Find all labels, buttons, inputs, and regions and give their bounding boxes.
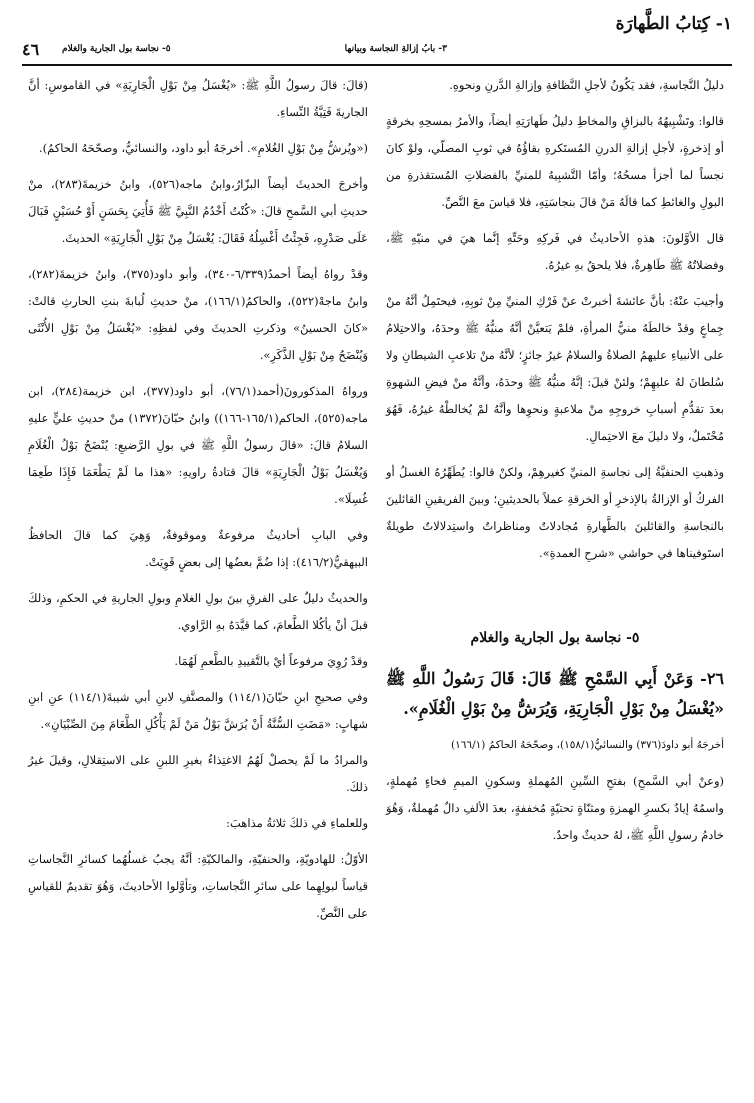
paragraph: ورواهُ المذكورونَ(أحمد(٧٦/١)، أبو داود(٣٧٧)، ابن خزيمة(٢٨٤)، ابن ماجه(٥٢٥)، الحاكم(١٦٥/١-١٦٦)) وابنُ حبّانَ(١٣٧٢) منْ حديثِ عليٍّ عليهِ السلامُ قالَ: «قالَ رسولُ اللَّهِ ﷺ في بولِ الرَّضيعِ: يُنْضَحُ بَوْلُ الْغُلَامِ وَيُغْسَلُ بَوْلُ الْجَارِيَةِ» قالَ قتادةُ راويهِ: «هذا ما لَمْ يَطْعَمَا فَإِذَا طَعِمَا غُسِلَا». [28, 384, 368, 506]
paragraph: (قالَ: قالَ رسولُ اللَّهِ ﷺ: «يُغْسَلُ مِنْ بَوْلِ الْجَارِيَةِ» في القاموسِ: أنَّ الجاريةَ فَتِيَّةُ النِّساءِ. [28, 78, 368, 119]
bab-title: ٣- بابُ إزالةِ النجاسة وبيانها [344, 44, 447, 54]
page-header [22, 0, 732, 62]
paragraph: دليلُ النَّجاسةِ، فقد يَكُونُ لأجلِ النَّظافةِ وإزالةِ الدَّرنِ ونحوهِ. [449, 78, 724, 92]
paragraph: والحديثُ دليلٌ على الفرقِ بينَ بولِ الغلامِ وبولِ الجاريةِ في الحكمِ، وذلكَ قبلَ أنْ يأكُلا الطَّعامَ، كما قيَّدَهُ بهِ الرَّاوي. [28, 591, 368, 632]
paragraph: وأجيبَ عنْهُ: بأنَّ عائشةَ أخبرتْ عنْ فَرْكِ المنيِّ مِنْ ثوبِهِ، فيحتَمِلُ أنَّهُ منْ جِماعٍ وقدْ خالطَهُ منيُّ المرأةِ، فلمْ يَتعيَّنْ أنَّهُ منيُّهُ ﷺ وحدَهُ، والاحتِلامُ على الأنبياءِ عليهمُ الصلاةُ والسلامُ غيرُ جائزٍ؛ لأنَّهُ منْ تلاعبِ الشيطانِ ولا سُلطانَ لهُ عليهِمْ؛ ولئنْ قيلَ: إنَّهُ منيُّهُ ﷺ وحدَهُ، وأنَّهُ منْ فيضِ الشهوةِ بعدَ تقدُّمِ أسبابِ خروجِهِ منْ ملاعبةٍ ونحوِها وأنَّهُ لمْ يُخالطْهُ غيرُهُ، فَهُوَ مُحْتَملٌ، ولا دليلَ معَ الاحتِمالِ. [386, 294, 724, 443]
paragraph: وفي صحيحِ ابنِ حبّانَ(١١٤/١) والمصنَّفِ لابنِ أبي شيبةَ(١١٤/١) عنِ ابنِ شهابٍ: «مَضَتِ السُّنَّةُ أَنْ يُرَشَّ بَوْلُ مَنْ لَمْ يَأْكُلِ الطَّعَامَ مِنَ الصِّبْيَانِ». [28, 690, 368, 731]
paragraph: وللعلماءِ في ذلكَ ثلاثةُ مذاهبَ: [226, 816, 368, 830]
right-column [386, 72, 724, 849]
page-number: ٤٦ [22, 40, 40, 59]
chapter-title: ١- كِتابُ الطَّهارَة [615, 14, 732, 34]
paragraph: الأوّلُ: للهادويّةِ، والحنفيّةِ، والمالكيّةِ: أنَّهُ يجبُ غسلُهُما كسائرِ النَّجاساتِ قياساً لبولِهِما على سائرِ النَّجاساتِ، وتأوَّلوا الأحاديثَ، وَهُوَ تقديمٌ للقياسِ على النَّصِّ. [28, 852, 368, 920]
hadith-text: ٢٦- وَعَنْ أَبِي السَّمْحِ ﷺ قَالَ: قَالَ رَسُولُ اللَّهِ ﷺ «يُغْسَلُ مِنْ بَوْلِ الْجَارِيَةِ، وَيُرَشُّ مِنْ بَوْلِ الْغُلَامِ». [386, 669, 724, 718]
paragraph: قالوا: وتَشْبِيهُهُ بالبزاقِ والمخاطِ دليلُ طَهارَتِهِ أيضاً، والأمرُ بمسحِهِ بخرقةٍ أو إذخرةٍ، لأجلِ إزالةِ الدرنِ المُستَكرهِ بقاؤُهُ في ثوبِ المصلّي، ولوْ كانَ نجساً لما أجزأ مسحُهُ؛ وأمّا التَّشبِيهُ للمنيِّ بالفضلاتِ المُستقذرةِ من البولِ والغائطِ كما قالَهُ مَنْ قالَ بنجاسَتِهِ، فلا قياسَ معَ النَّصِّ. [386, 114, 724, 209]
paragraph: وذهبتِ الحنفيَّةُ إلى نجاسةِ المنيِّ كغيرهِمْ، ولكنْ قالوا: يُطَهِّرُهُ الغسلُ أو الفركُ أو الإزالةُ بالإذخرِ أو الخرقةِ عملاً بالحديثينِ؛ وبينَ الفريقينِ القائلينَ بالنجاسةِ والقائلينَ بالطَّهارةِ مُجادلاتٌ ومناظراتٌ واستِدلالاتٌ طويلةٌ استَوفيناها في حواشي «شرحِ العمدةِ». [386, 465, 724, 560]
explanation-text: (وعنْ أبي السَّمحِ) بفتحِ السِّينِ المُهملةِ وسكونِ الميمِ فحاءٍ مُهملةٍ، واسمُهُ إيادٌ بكسرِ الهمزةِ ومثنّاةٍ تحتيّةٍ مُخففةٍ، بعدَ الألفِ دالٌ مُهملةٌ، وَهُوَ خادمُ رسولِ اللَّهِ ﷺ، لهُ حديثٌ واحدٌ. [386, 774, 724, 842]
paragraph: وقدْ رُوِيَ مرفوعاً أيْ بالتَّقييدِ بالطَّعمِ لَهُمَا. [174, 654, 368, 668]
takhrij-text: أخرجَهُ أبو داودَ(٣٧٦) والنسائيُّ(١٥٨/١)، وصحّحَهُ الحاكمُ (١٦٦/١) [451, 739, 724, 751]
paragraph: وأخرجَ الحديثَ أيضاً البزّارُ،وابنُ ماجه(٥٢٦)، وابنُ خزيمةَ(٢٨٣)، منْ حديثِ أبي السَّمحِ قالَ: «كُنْتُ أَخْدُمُ النَّبِيَّ ﷺ فَأُتِيَ بِحَسَنٍ أَوْ حُسَيْنٍ فَبَالَ عَلَى صَدْرِهِ، فَجِئْتُ أَغْسِلُهُ فَقَالَ: يُغْسَلُ مِنْ بَوْلِ الْجَارِيَةِ» الحديثَ. [28, 177, 369, 245]
paragraph: والمرادُ ما لَمْ يحصلْ لَهُمُ الاغتِذاءُ بغيرِ اللبنِ على الاستِقلالِ، وقيلَ غيرُ ذلكَ. [28, 753, 368, 794]
section-title-header: ٥- نجاسة بول الجارية والغلام [62, 44, 171, 54]
header-rule [22, 64, 732, 66]
paragraph: وقدْ رواهُ أيضاً أحمدُ(٦/٣٣٩-٣٤٠)، وأبو داود(٣٧٥)، وابنُ خزيمةَ(٢٨٢)، وابنُ ماجهْ(٥٢٢)، والحاكمُ(١٦٦/١)، منْ حديثِ لُبابةَ بنتِ الحارثِ قالتْ: «كانَ الحسينُ» وذكرتِ الحديثَ وفي لفظِهِ: «يُغْسَلُ مِنْ بَوْلِ الأُنْثَى وَيُنْضَحُ مِنْ بَوْلِ الذَّكَرِ». [28, 267, 368, 362]
paragraph: وفي البابِ أحاديثُ مرفوعةٌ وموقوفةٌ، وَهِيَ كما قالَ الحافظُ البيهقيُّ(٤١٦/٢): إذا ضُمَّ بعضُها إلى بعضٍ قَوِيَتْ. [28, 528, 368, 569]
paragraph: («ويُرشُّ مِنْ بَوْلِ الغُلامِ». أخرجَهُ أبو داود، والنسائيُّ، وصحّحَهُ الحاكمُ). [38, 141, 368, 155]
left-column [28, 72, 368, 936]
paragraph: قال الأوَّلونَ: هذهِ الأحاديثُ في فَركِهِ وحَتِّهِ إنَّما هيَ في منيّهِ ﷺ، وفضلاتُهُ ﷺ طَاهِرةٌ، فلا يلحقُ بهِ غيرُهُ. [386, 231, 724, 272]
section-heading: ٥- نجاسة بول الجارية والغلام [470, 630, 640, 646]
